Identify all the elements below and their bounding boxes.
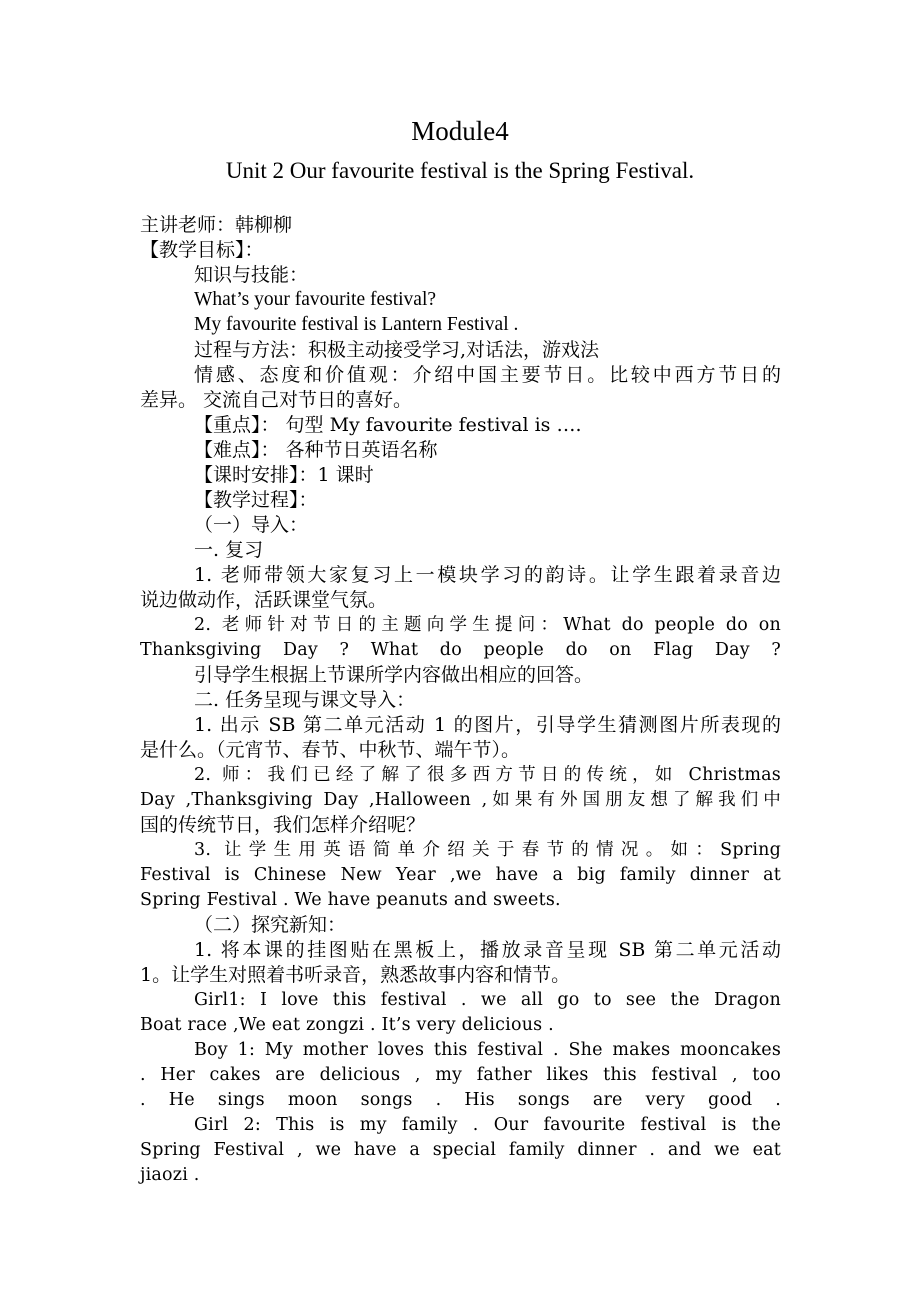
sentence-pattern-answer: My favourite festival is Lantern Festival . — [194, 314, 519, 335]
task-item-3-cont-2: Spring Festival . We have peanuts and sweets. — [140, 890, 561, 910]
section-one-heading: （一）导入： — [194, 514, 309, 536]
unit-title: Unit 2 Our favourite festival is the Spring Festival. — [225, 158, 695, 183]
dialogue-girl1: Girl1: I love this festival . we all go to see the Dragon — [194, 990, 781, 1010]
dialogue-boy1-cont-2: . He sings moon songs . His songs are very good . — [140, 1090, 781, 1110]
task-item-3-cont: Festival is Chinese New Year ,we have a big family dinner at — [140, 865, 781, 885]
lesson-arrangement-line: 【课时安排】：1 课时 — [194, 464, 374, 486]
task-item-2-cont-2: 国的传统节日，我们怎样介绍呢？ — [140, 814, 426, 836]
dialogue-girl1-cont: Boat race ,We eat zongzi . It’s very delicious . — [140, 1015, 554, 1035]
review-item-2-guide: 引导学生根据上节课所学内容做出相应的回答。 — [194, 664, 594, 686]
task-intro-heading: 二. 任务呈现与课文导入： — [194, 689, 416, 711]
dialogue-girl2: Girl 2: This is my family . Our favourite festival is the — [194, 1115, 781, 1135]
task-item-2-cont: Day ,Thanksgiving Day ,Halloween ,如果有外国朋友想了解我们中 — [140, 790, 781, 810]
section-two-heading: （二）探究新知： — [194, 914, 347, 936]
task-item-1: 1. 出示 SB 第二单元活动 1 的图片，引导学生猜测图片所表现的 — [194, 714, 781, 736]
sentence-pattern-question: What’s your favourite festival? — [194, 289, 437, 310]
teaching-process-heading: 【教学过程】： — [194, 489, 318, 511]
key-point-line: 【重点】： 句型 My favourite festival is …. — [194, 414, 582, 436]
task-item-2: 2. 师：我们已经了解了很多西方节日的传统，如 Christmas — [194, 765, 781, 785]
knowledge-skills-heading: 知识与技能： — [194, 264, 309, 286]
module-title: Module4 — [411, 116, 509, 146]
dialogue-boy1: Boy 1: My mother loves this festival . She makes mooncakes — [194, 1040, 781, 1060]
review-item-1-cont: 说边做动作，活跃课堂气氛。 — [140, 589, 388, 611]
dialogue-girl2-cont-2: jiaozi . — [140, 1165, 200, 1185]
explore-item-1-cont: 1。让学生对照着书听录音，熟悉故事内容和情节。 — [140, 964, 571, 986]
review-item-2-cont: Thanksgiving Day ? What do people do on Flag Day ? — [140, 640, 781, 660]
explore-item-1: 1. 将本课的挂图贴在黑板上，播放录音呈现 SB 第二单元活动 — [194, 939, 781, 961]
difficult-point-line: 【难点】： 各种节日英语名称 — [194, 439, 438, 461]
task-item-1-cont: 是什么。（元宵节、春节、中秋节、端午节）。 — [140, 739, 521, 761]
objectives-heading: 【教学目标】： — [140, 239, 264, 261]
review-heading: 一. 复习 — [194, 539, 264, 561]
review-item-1: 1. 老师带领大家复习上一模块学习的韵诗。让学生跟着录音边 — [194, 564, 781, 586]
review-item-2: 2. 老师针对节日的主题向学生提问：What do people do on — [194, 615, 781, 635]
process-methods-line: 过程与方法：积极主动接受学习,对话法，游戏法 — [194, 339, 600, 361]
attitude-values-line-cont: 差异。 交流自己对节日的喜好。 — [140, 389, 413, 411]
attitude-values-line: 情感、态度和价值观：介绍中国主要节日。比较中西方节日的 — [194, 364, 781, 386]
dialogue-girl2-cont: Spring Festival , we have a special family dinner . and we eat — [140, 1140, 781, 1160]
dialogue-boy1-cont: . Her cakes are delicious , my father likes this festival , too — [140, 1065, 781, 1085]
teacher-line: 主讲老师：韩柳柳 — [140, 214, 293, 236]
task-item-3: 3. 让学生用英语简单介绍关于春节的情况。如：Spring — [194, 840, 781, 860]
